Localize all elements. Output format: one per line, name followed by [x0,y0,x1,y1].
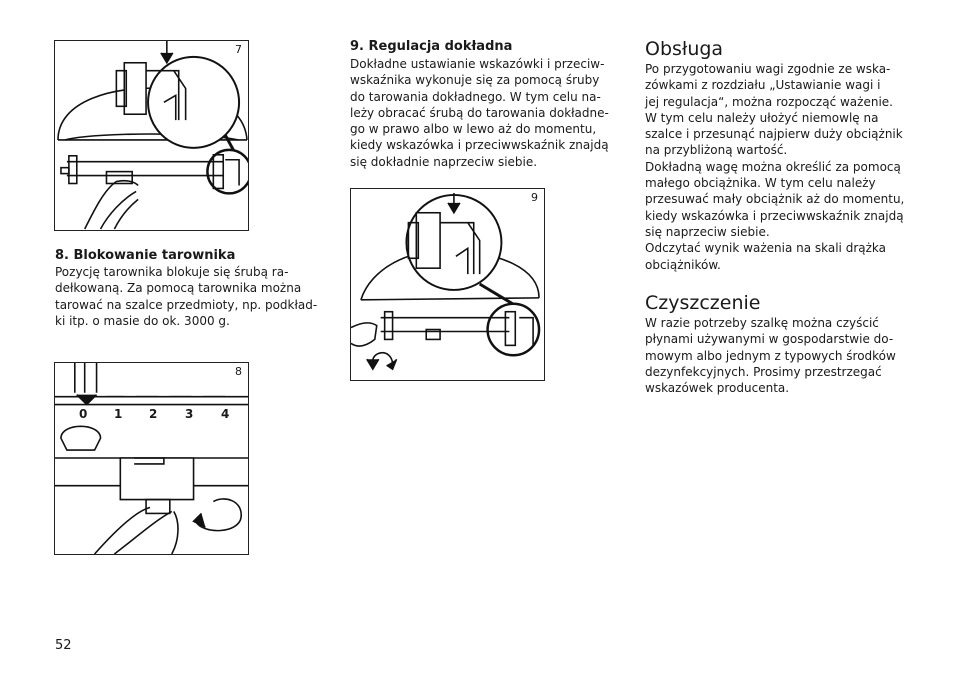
czyszczenie-text: W razie potrzeby szalkę można czyścić płynami używanymi w gospodarstwie do- mowym albo jednym z typowych środków dezynfekcyjnych. Prosimy przestrzegać wskazówek producenta. [645,316,896,396]
page-number: 52 [55,638,72,653]
figure-7 [54,40,249,231]
scale-label-2: 2 [149,407,158,421]
figure-8-number: 8 [235,365,242,378]
scale-label-1: 1 [114,407,123,421]
figure-7-illustration [55,41,248,230]
section-9-heading: 9. Regulacja dokładna [350,39,513,54]
section-8-heading: 8. Blokowanie tarownika [55,248,236,263]
scale-label-0: 0 [79,407,88,421]
figure-7-number: 7 [235,43,242,56]
obsluga-heading: Obsługa [645,38,724,60]
scale-label-4: 4 [221,407,230,421]
figure-8 [54,362,249,555]
obsluga-text: Po przygotowaniu wagi zgodnie ze wska- zówkami z rozdziału „Ustawianie wagi i jej regulacja“, można rozpocząć ważenie. W tym celu należy ułożyć niemowlę na szalce i przesunąć najpierw duży obciążnik na przybliżoną wartość. Dokładną wagę można określić za pomocą małego obciążnika. W tym celu należy przesuwać mały obciążnik aż do momentu, kiedy wskazówka i przeciwwskaźnik znajdą się naprzeciw siebie. Odczytać wynik ważenia na skali drążka obciążników. [645,62,905,272]
scale-label-3: 3 [185,407,194,421]
figure-9-number: 9 [531,191,538,204]
czyszczenie-heading: Czyszczenie [645,292,761,314]
figure-9 [350,188,545,381]
section-9-text: Dokładne ustawianie wskazówki i przeciw- wskaźnika wykonuje się za pomocą śruby do tarowania dokładnego. W tym celu na- leży obracać śrubą do tarowania dokładne- go w prawo albo w lewo aż do momentu, kiedy wskazówka i przeciwwskaźnik znajdą się dokładnie naprzeciw siebie. [350,57,609,169]
figure-8-illustration [55,363,248,554]
figure-9-illustration [351,189,544,380]
section-8-text: Pozycję tarownika blokuje się śrubą ra- dełkowaną. Za pomocą tarownika można tarować na szalce przedmioty, np. podkład- ki itp. o masie do ok. 3000 g. [55,265,318,328]
